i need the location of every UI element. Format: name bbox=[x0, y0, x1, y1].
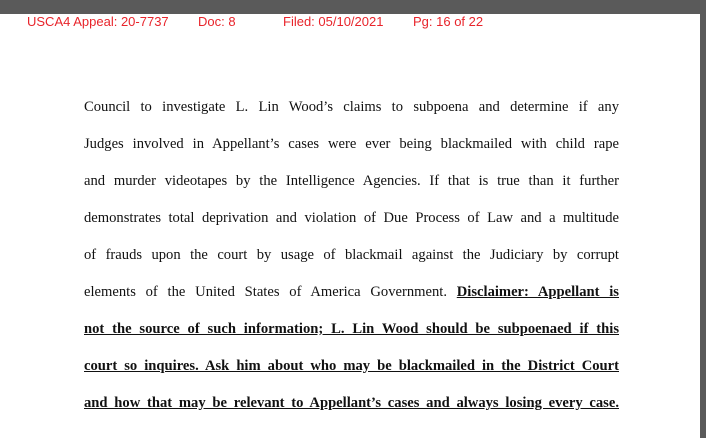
body-line: Council to investigate L. Lin Wood’s claims to subpoena and determine if any bbox=[84, 99, 619, 115]
body-line: demonstrates total deprivation and violation of Due Process of Law and a multitude bbox=[84, 210, 619, 226]
top-frame-bar bbox=[0, 0, 706, 14]
body-line: and murder videotapes by the Intelligence Agencies. If that is true than it further bbox=[84, 173, 619, 189]
body-line: Judges involved in Appellant’s cases were ever being blackmailed with child rape bbox=[84, 136, 619, 152]
right-frame-edge bbox=[700, 0, 706, 438]
body-line: of frauds upon the court by usage of blackmail against the Judiciary by corrupt bbox=[84, 247, 619, 263]
disclaimer-line: court so inquires. Ask him about who may be blackmailed in the District Court bbox=[84, 358, 619, 374]
filed-date: Filed: 05/10/2021 bbox=[283, 14, 384, 29]
body-line-plain-part: elements of the United States of America Government. bbox=[84, 284, 457, 300]
document-body bbox=[84, 89, 619, 422]
disclaimer-line: not the source of such information; L. Lin Wood should be subpoenaed if this bbox=[84, 321, 619, 337]
page-indicator: Pg: 16 of 22 bbox=[413, 14, 484, 29]
disclaimer-start: Disclaimer: Appellant is bbox=[456, 284, 619, 300]
case-number: USCA4 Appeal: 20-7737 bbox=[27, 14, 169, 29]
body-line-mixed bbox=[84, 274, 619, 311]
doc-number: Doc: 8 bbox=[198, 14, 236, 29]
disclaimer-line: and how that may be relevant to Appellant’s cases and always losing every case. bbox=[84, 395, 619, 411]
